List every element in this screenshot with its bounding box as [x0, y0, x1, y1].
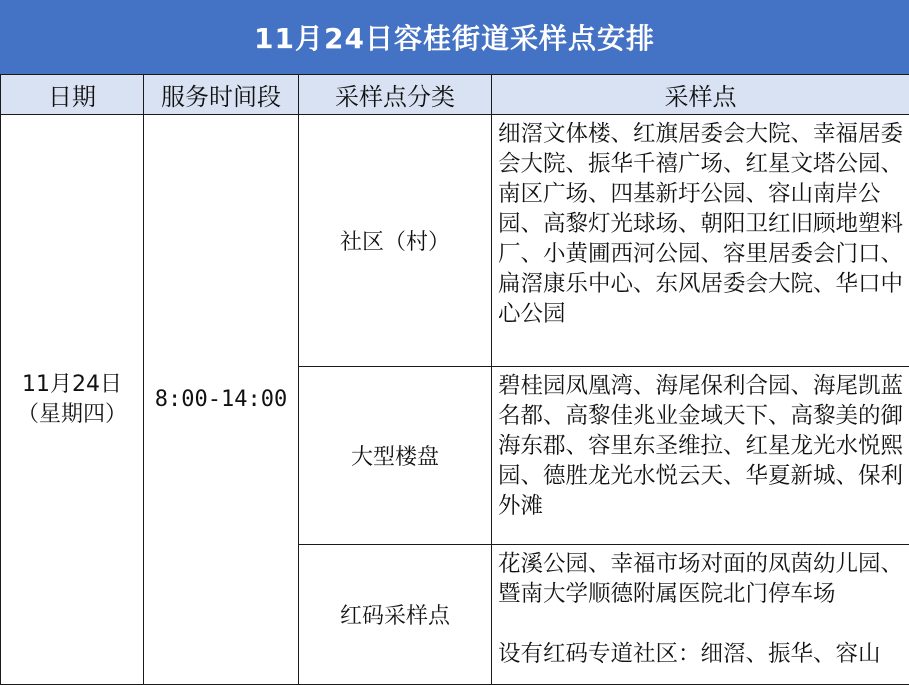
date-text: 11月24日 — [22, 372, 122, 397]
weekday-text: （星期四） — [17, 402, 127, 427]
sites-text: 花溪公园、幸福市场对面的凤茵幼儿园、暨南大学顺德附属医院北门停车场 — [498, 549, 903, 609]
header-category: 采样点分类 — [299, 75, 492, 115]
sites-cell — [492, 115, 909, 367]
page-title: 11月24日容桂街道采样点安排 — [0, 0, 909, 74]
header-sites: 采样点 — [492, 75, 909, 115]
table-header-row — [1, 75, 909, 115]
time-cell: 8:00-14:00 — [144, 115, 299, 685]
schedule-table — [0, 74, 909, 685]
date-cell — [1, 115, 144, 685]
red-code-note: 设有红码专道社区：细滘、振华、容山 — [498, 639, 903, 669]
header-date: 日期 — [1, 75, 144, 115]
category-cell: 红码采样点 — [299, 545, 492, 685]
sites-text: 碧桂园凤凰湾、海尾保利合园、海尾凯蓝名都、高黎佳兆业金域天下、高黎美的御海东郡、容里东圣维拉、红星龙光水悦熙园、德胜龙光水悦云天、华夏新城、保利外滩 — [498, 371, 903, 521]
category-cell: 大型楼盘 — [299, 367, 492, 545]
sites-cell — [492, 367, 909, 545]
header-service-time: 服务时间段 — [144, 75, 299, 115]
sites-cell — [492, 545, 909, 685]
table-row — [1, 115, 909, 367]
category-cell: 社区（村） — [299, 115, 492, 367]
sites-text: 细滘文体楼、红旗居委会大院、幸福居委会大院、振华千禧广场、红星文塔公园、南区广场、四基新圩公园、容山南岸公园、高黎灯光球场、朝阳卫红旧顾地塑料厂、小黄圃西河公园、容里居委会门口、扁滘康乐中心、东风居委会大院、华口中心公园 — [498, 119, 903, 329]
